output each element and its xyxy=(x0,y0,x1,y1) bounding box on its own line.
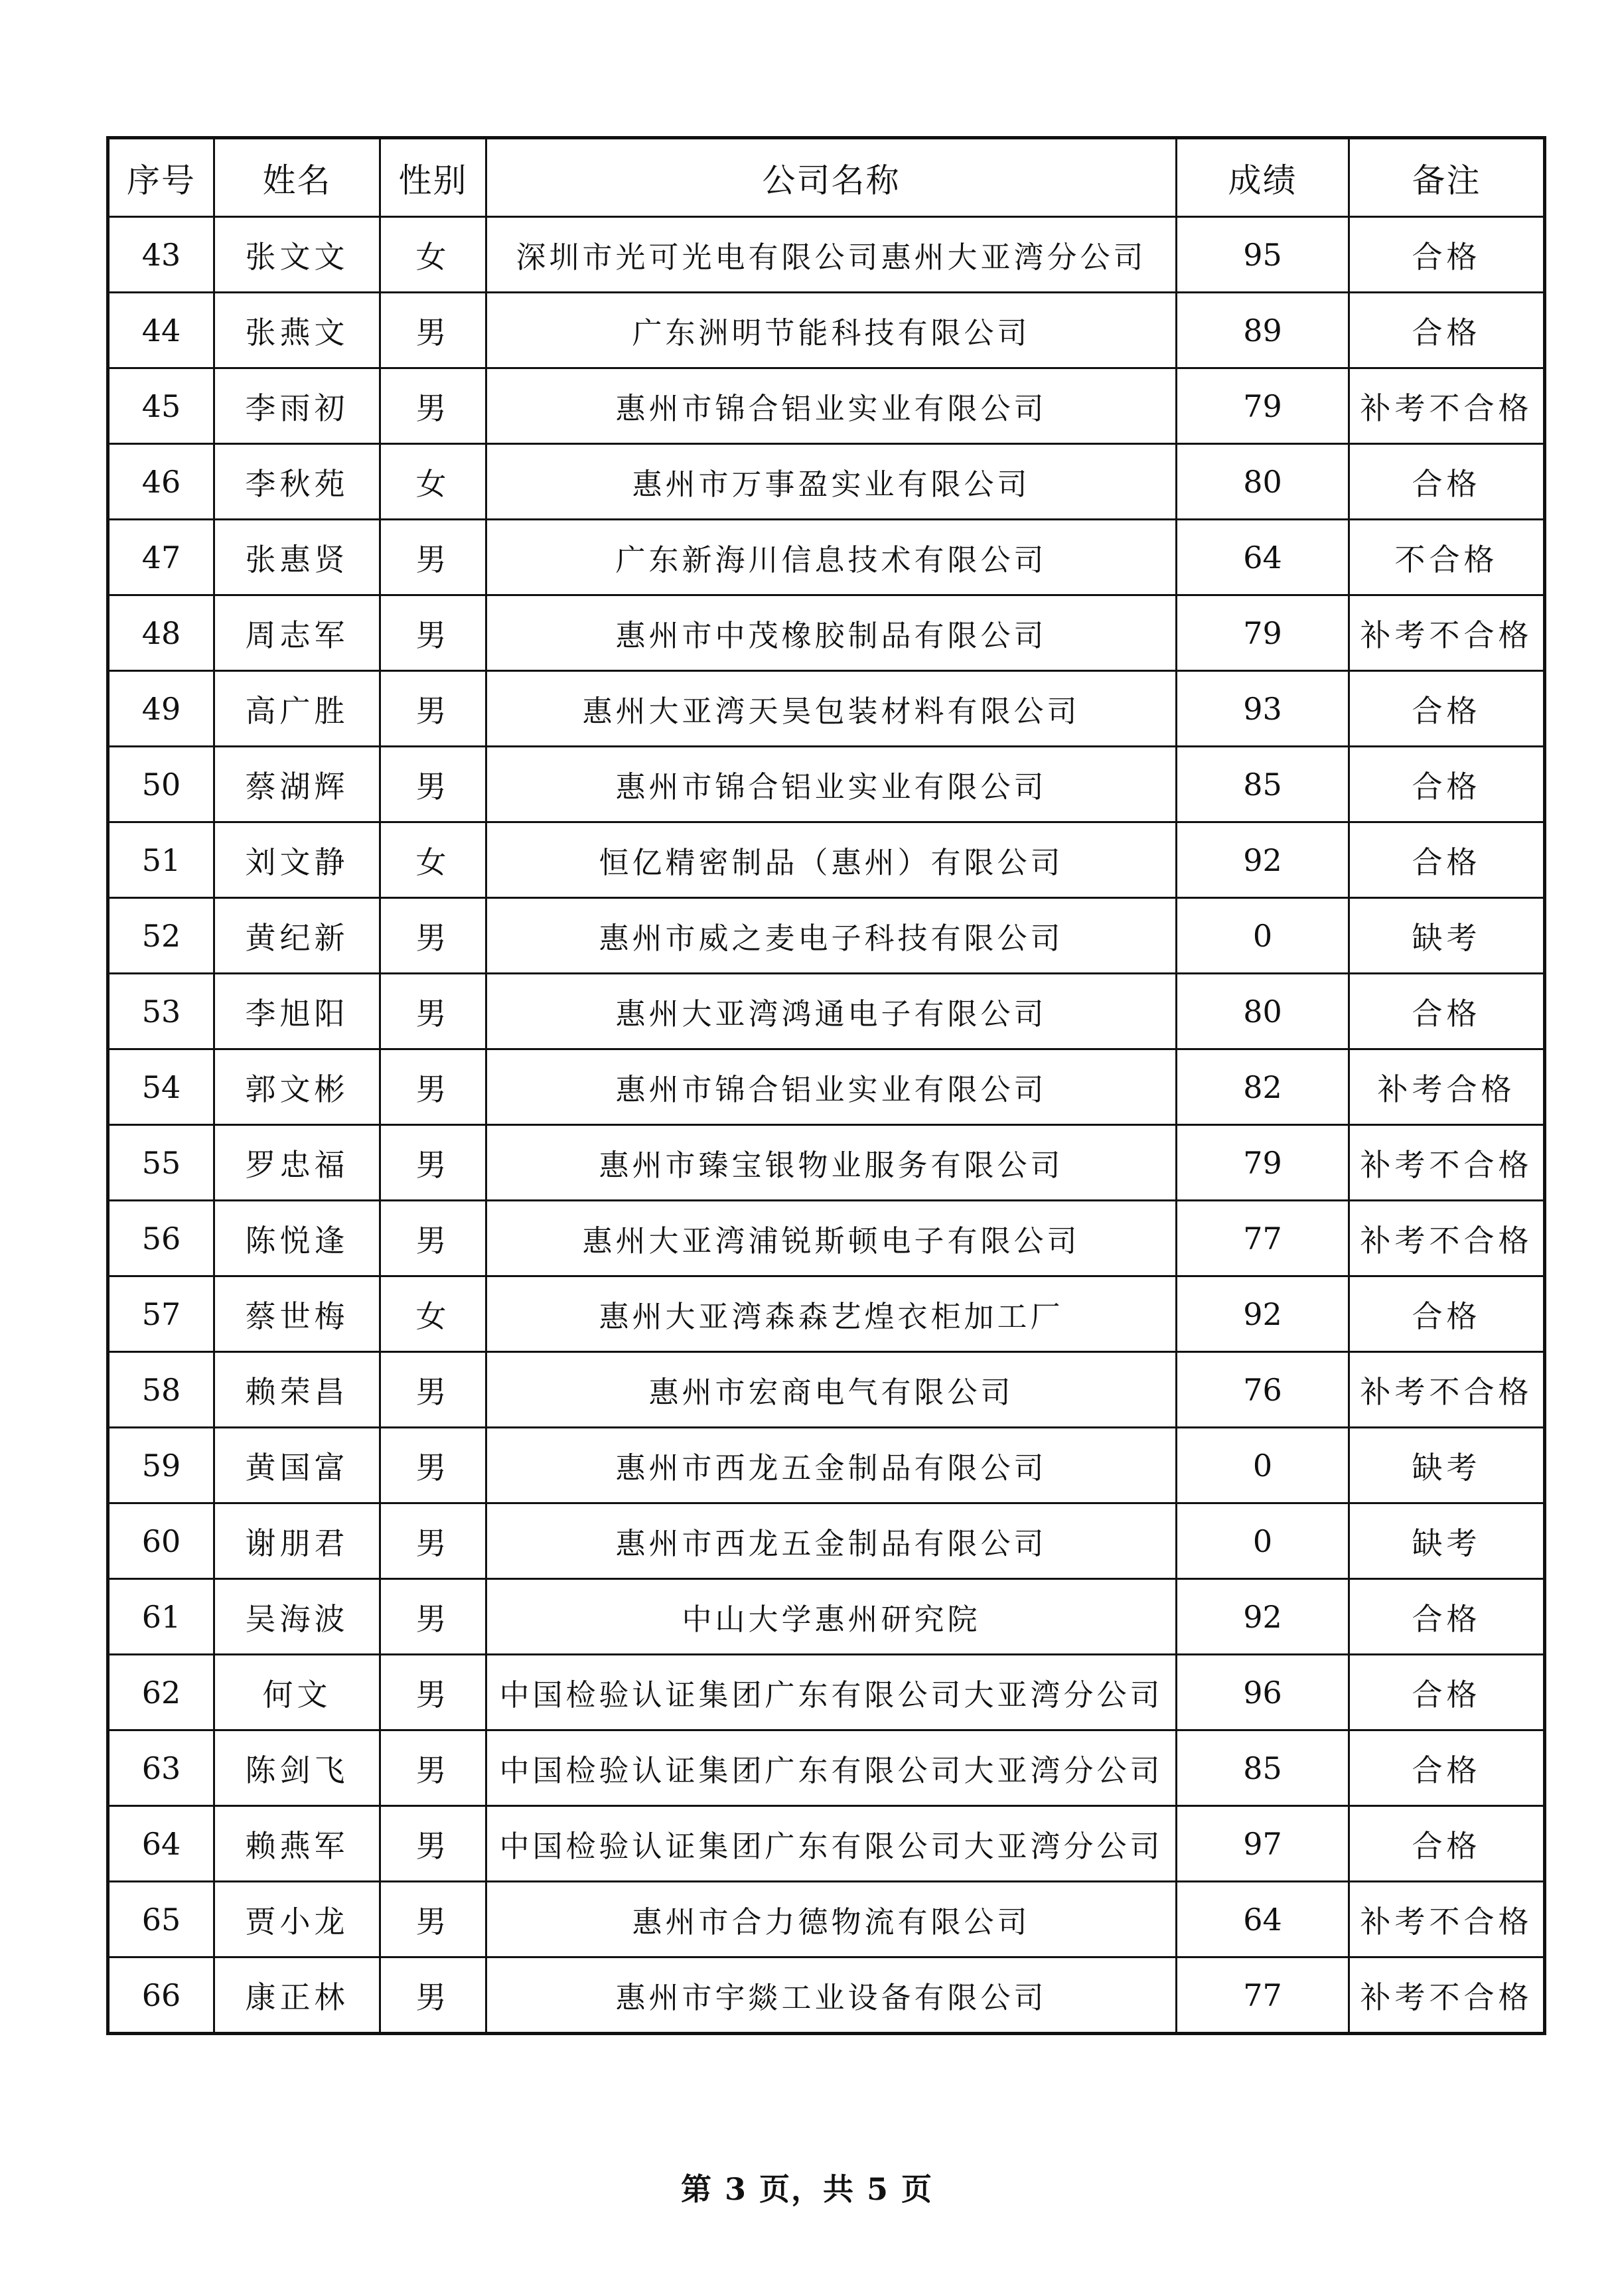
cell-index: 51 xyxy=(108,822,214,898)
cell-gender: 男 xyxy=(380,520,486,595)
cell-remark: 合格 xyxy=(1349,974,1545,1049)
cell-remark: 补考不合格 xyxy=(1349,1125,1545,1201)
cell-company: 惠州大亚湾森森艺煌衣柜加工厂 xyxy=(486,1276,1177,1352)
table-row xyxy=(108,444,1545,520)
cell-gender: 男 xyxy=(380,1882,486,1957)
table-header-row xyxy=(108,138,1545,217)
cell-company: 惠州市宏商电气有限公司 xyxy=(486,1352,1177,1428)
cell-name: 黄国富 xyxy=(214,1428,380,1503)
cell-company: 恒亿精密制品（惠州）有限公司 xyxy=(486,822,1177,898)
cell-name: 吴海波 xyxy=(214,1579,380,1655)
cell-company: 广东洲明节能科技有限公司 xyxy=(486,293,1177,368)
cell-remark: 补考不合格 xyxy=(1349,368,1545,444)
cell-index: 43 xyxy=(108,217,214,293)
table-row xyxy=(108,1806,1545,1882)
cell-gender: 男 xyxy=(380,747,486,822)
cell-index: 64 xyxy=(108,1806,214,1882)
cell-remark: 补考不合格 xyxy=(1349,1201,1545,1276)
cell-gender: 女 xyxy=(380,444,486,520)
table-row xyxy=(108,747,1545,822)
cell-index: 57 xyxy=(108,1276,214,1352)
cell-remark: 合格 xyxy=(1349,1579,1545,1655)
cell-remark: 补考不合格 xyxy=(1349,1352,1545,1428)
cell-score: 80 xyxy=(1177,974,1349,1049)
cell-company: 中山大学惠州研究院 xyxy=(486,1579,1177,1655)
cell-name: 黄纪新 xyxy=(214,898,380,974)
cell-company: 惠州市锦合铝业实业有限公司 xyxy=(486,1049,1177,1125)
cell-company: 惠州大亚湾浦锐斯顿电子有限公司 xyxy=(486,1201,1177,1276)
cell-index: 55 xyxy=(108,1125,214,1201)
cell-gender: 女 xyxy=(380,1276,486,1352)
table-row xyxy=(108,1276,1545,1352)
table-row xyxy=(108,1882,1545,1957)
cell-gender: 男 xyxy=(380,1503,486,1579)
cell-name: 陈剑飞 xyxy=(214,1730,380,1806)
cell-score: 79 xyxy=(1177,368,1349,444)
cell-gender: 男 xyxy=(380,1730,486,1806)
cell-score: 77 xyxy=(1177,1957,1349,2034)
cell-gender: 男 xyxy=(380,1806,486,1882)
cell-score: 95 xyxy=(1177,217,1349,293)
cell-index: 44 xyxy=(108,293,214,368)
cell-company: 惠州市锦合铝业实业有限公司 xyxy=(486,747,1177,822)
table-row xyxy=(108,1730,1545,1806)
cell-name: 高广胜 xyxy=(214,671,380,747)
cell-gender: 男 xyxy=(380,293,486,368)
cell-company: 深圳市光可光电有限公司惠州大亚湾分公司 xyxy=(486,217,1177,293)
cell-gender: 男 xyxy=(380,1352,486,1428)
cell-remark: 合格 xyxy=(1349,822,1545,898)
cell-remark: 补考不合格 xyxy=(1349,595,1545,671)
header-company: 公司名称 xyxy=(486,138,1177,217)
cell-score: 79 xyxy=(1177,1125,1349,1201)
cell-index: 53 xyxy=(108,974,214,1049)
cell-gender: 男 xyxy=(380,1655,486,1730)
cell-remark: 合格 xyxy=(1349,1806,1545,1882)
cell-score: 89 xyxy=(1177,293,1349,368)
table-row xyxy=(108,1579,1545,1655)
cell-gender: 男 xyxy=(380,1428,486,1503)
cell-gender: 男 xyxy=(380,1579,486,1655)
cell-name: 张文文 xyxy=(214,217,380,293)
results-sheet xyxy=(106,136,1543,2035)
cell-remark: 补考不合格 xyxy=(1349,1957,1545,2034)
cell-score: 64 xyxy=(1177,520,1349,595)
cell-score: 0 xyxy=(1177,898,1349,974)
cell-remark: 不合格 xyxy=(1349,520,1545,595)
cell-index: 48 xyxy=(108,595,214,671)
cell-score: 85 xyxy=(1177,747,1349,822)
cell-gender: 男 xyxy=(380,898,486,974)
cell-company: 中国检验认证集团广东有限公司大亚湾分公司 xyxy=(486,1806,1177,1882)
cell-remark: 合格 xyxy=(1349,1655,1545,1730)
cell-company: 惠州市威之麦电子科技有限公司 xyxy=(486,898,1177,974)
cell-score: 92 xyxy=(1177,822,1349,898)
cell-index: 65 xyxy=(108,1882,214,1957)
cell-company: 惠州市万事盈实业有限公司 xyxy=(486,444,1177,520)
cell-score: 0 xyxy=(1177,1503,1349,1579)
cell-index: 62 xyxy=(108,1655,214,1730)
cell-name: 张惠贤 xyxy=(214,520,380,595)
table-row xyxy=(108,1957,1545,2034)
cell-company: 广东新海川信息技术有限公司 xyxy=(486,520,1177,595)
cell-name: 蔡世梅 xyxy=(214,1276,380,1352)
cell-remark: 缺考 xyxy=(1349,1428,1545,1503)
cell-remark: 补考合格 xyxy=(1349,1049,1545,1125)
cell-score: 92 xyxy=(1177,1276,1349,1352)
cell-name: 赖荣昌 xyxy=(214,1352,380,1428)
cell-gender: 女 xyxy=(380,217,486,293)
cell-score: 64 xyxy=(1177,1882,1349,1957)
cell-remark: 合格 xyxy=(1349,1730,1545,1806)
cell-company: 惠州市中茂橡胶制品有限公司 xyxy=(486,595,1177,671)
cell-score: 80 xyxy=(1177,444,1349,520)
cell-gender: 男 xyxy=(380,1201,486,1276)
cell-score: 85 xyxy=(1177,1730,1349,1806)
cell-gender: 男 xyxy=(380,368,486,444)
cell-company: 惠州市宇燚工业设备有限公司 xyxy=(486,1957,1177,2034)
cell-remark: 合格 xyxy=(1349,217,1545,293)
cell-index: 47 xyxy=(108,520,214,595)
cell-index: 54 xyxy=(108,1049,214,1125)
cell-gender: 男 xyxy=(380,1049,486,1125)
cell-score: 96 xyxy=(1177,1655,1349,1730)
cell-remark: 合格 xyxy=(1349,444,1545,520)
cell-name: 张燕文 xyxy=(214,293,380,368)
cell-index: 66 xyxy=(108,1957,214,2034)
cell-score: 76 xyxy=(1177,1352,1349,1428)
cell-name: 周志军 xyxy=(214,595,380,671)
cell-name: 李雨初 xyxy=(214,368,380,444)
table-row xyxy=(108,974,1545,1049)
cell-index: 58 xyxy=(108,1352,214,1428)
table-row xyxy=(108,595,1545,671)
cell-company: 惠州市西龙五金制品有限公司 xyxy=(486,1503,1177,1579)
table-row xyxy=(108,1201,1545,1276)
cell-name: 郭文彬 xyxy=(214,1049,380,1125)
cell-company: 惠州市臻宝银物业服务有限公司 xyxy=(486,1125,1177,1201)
cell-company: 惠州市锦合铝业实业有限公司 xyxy=(486,368,1177,444)
table-row xyxy=(108,822,1545,898)
table-row xyxy=(108,217,1545,293)
cell-name: 陈悦逢 xyxy=(214,1201,380,1276)
cell-score: 77 xyxy=(1177,1201,1349,1276)
table-row xyxy=(108,1125,1545,1201)
cell-remark: 合格 xyxy=(1349,293,1545,368)
cell-remark: 合格 xyxy=(1349,671,1545,747)
cell-index: 46 xyxy=(108,444,214,520)
table-row xyxy=(108,1352,1545,1428)
cell-name: 谢朋君 xyxy=(214,1503,380,1579)
header-index: 序号 xyxy=(108,138,214,217)
cell-remark: 合格 xyxy=(1349,747,1545,822)
cell-score: 79 xyxy=(1177,595,1349,671)
cell-name: 李秋苑 xyxy=(214,444,380,520)
cell-index: 52 xyxy=(108,898,214,974)
cell-score: 97 xyxy=(1177,1806,1349,1882)
cell-index: 61 xyxy=(108,1579,214,1655)
cell-name: 康正林 xyxy=(214,1957,380,2034)
cell-name: 何文 xyxy=(214,1655,380,1730)
cell-index: 60 xyxy=(108,1503,214,1579)
cell-gender: 男 xyxy=(380,1957,486,2034)
header-remark: 备注 xyxy=(1349,138,1545,217)
cell-index: 45 xyxy=(108,368,214,444)
cell-index: 49 xyxy=(108,671,214,747)
cell-score: 93 xyxy=(1177,671,1349,747)
cell-index: 56 xyxy=(108,1201,214,1276)
cell-name: 罗忠福 xyxy=(214,1125,380,1201)
table-row xyxy=(108,1428,1545,1503)
cell-company: 中国检验认证集团广东有限公司大亚湾分公司 xyxy=(486,1655,1177,1730)
table-row xyxy=(108,293,1545,368)
cell-gender: 男 xyxy=(380,974,486,1049)
cell-index: 50 xyxy=(108,747,214,822)
cell-score: 92 xyxy=(1177,1579,1349,1655)
cell-company: 惠州大亚湾天昊包装材料有限公司 xyxy=(486,671,1177,747)
results-table xyxy=(106,136,1546,2035)
cell-score: 0 xyxy=(1177,1428,1349,1503)
table-row xyxy=(108,1655,1545,1730)
header-name: 姓名 xyxy=(214,138,380,217)
cell-gender: 女 xyxy=(380,822,486,898)
cell-name: 李旭阳 xyxy=(214,974,380,1049)
cell-name: 贾小龙 xyxy=(214,1882,380,1957)
header-gender: 性别 xyxy=(380,138,486,217)
cell-company: 惠州市西龙五金制品有限公司 xyxy=(486,1428,1177,1503)
cell-company: 惠州市合力德物流有限公司 xyxy=(486,1882,1177,1957)
table-row xyxy=(108,898,1545,974)
cell-remark: 合格 xyxy=(1349,1276,1545,1352)
header-score: 成绩 xyxy=(1177,138,1349,217)
cell-index: 59 xyxy=(108,1428,214,1503)
cell-name: 蔡湖辉 xyxy=(214,747,380,822)
cell-score: 82 xyxy=(1177,1049,1349,1125)
cell-gender: 男 xyxy=(380,1125,486,1201)
cell-gender: 男 xyxy=(380,671,486,747)
cell-company: 中国检验认证集团广东有限公司大亚湾分公司 xyxy=(486,1730,1177,1806)
cell-company: 惠州大亚湾鸿通电子有限公司 xyxy=(486,974,1177,1049)
page-footer: 第 3 页，共 5 页 xyxy=(680,2171,934,2207)
cell-remark: 补考不合格 xyxy=(1349,1882,1545,1957)
table-row xyxy=(108,520,1545,595)
cell-name: 赖燕军 xyxy=(214,1806,380,1882)
table-row xyxy=(108,671,1545,747)
table-body xyxy=(108,217,1545,2034)
cell-remark: 缺考 xyxy=(1349,898,1545,974)
table-row xyxy=(108,1503,1545,1579)
table-row xyxy=(108,1049,1545,1125)
cell-gender: 男 xyxy=(380,595,486,671)
cell-index: 63 xyxy=(108,1730,214,1806)
table-row xyxy=(108,368,1545,444)
cell-remark: 缺考 xyxy=(1349,1503,1545,1579)
cell-name: 刘文静 xyxy=(214,822,380,898)
